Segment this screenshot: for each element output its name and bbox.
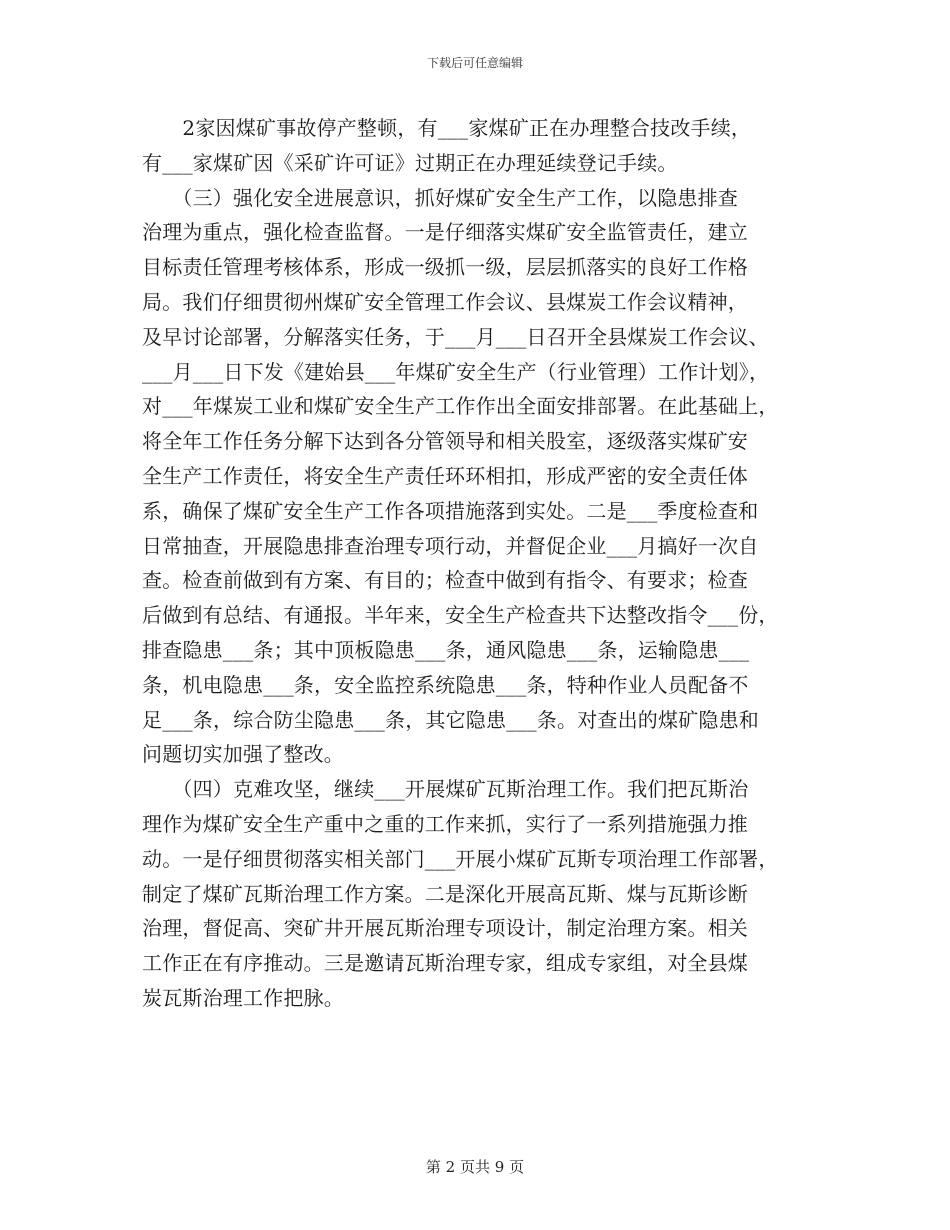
text-line: 2家因煤矿事故停产整顿，有___家煤矿正在办理整合技改手续， [142, 116, 752, 140]
text-line: 炭瓦斯治理工作把脉。 [142, 985, 344, 1010]
document-body [142, 111, 807, 1016]
page-header: 下载后可任意编辑 [426, 56, 523, 70]
text-line: 工作正在有序推动。三是邀请瓦斯治理专家，组成专家组，对全县煤 [142, 951, 748, 976]
text-line: 系，确保了煤矿安全生产工作各项措施落到实处。二是___季度检查和 [142, 498, 759, 523]
text-line: 日常抽查，开展隐患排查治理专项行动，并督促企业___月搞好一次自 [142, 533, 759, 558]
text-line: 治理，督促高、突矿井开展瓦斯治理专项设计，制定治理方案。相关 [142, 916, 748, 941]
text-line: 足___条，综合防尘隐患___条，其它隐患___条。对查出的煤矿隐患和 [142, 707, 759, 732]
text-line: ___月___日下发《建始县___年煤矿安全生产（行业管理）工作计划》， [142, 359, 770, 384]
text-line: 后做到有总结、有通报。半年来，安全生产检查共下达整改指令___份， [142, 603, 779, 628]
text-line: 将全年工作任务分解下达到各分管领导和相关股室，逐级落实煤矿安 [142, 429, 748, 454]
text-line: 排查隐患___条；其中顶板隐患___条，通风隐患___条，运输隐患___ [142, 637, 750, 662]
text-line: 局。我们仔细贯彻州煤矿安全管理工作会议、县煤炭工作会议精神， [142, 289, 748, 314]
text-line: 查。检查前做到有方案、有目的；检查中做到有指令、有要求；检查 [142, 568, 748, 593]
text-line: 问题切实加强了整改。 [142, 742, 344, 767]
text-line: 及早讨论部署，分解落实任务，于___月___日召开全县煤炭工作会议、 [142, 324, 769, 349]
text-line: 制定了煤矿瓦斯治理工作方案。二是深化开展高瓦斯、煤与瓦斯诊断 [142, 881, 748, 906]
text-line: （三）强化安全进展意识，抓好煤矿安全生产工作，以隐患排查 [142, 185, 738, 210]
text-line: 对___年煤炭工业和煤矿安全生产工作作出全面安排部署。在此基础上， [142, 394, 779, 419]
text-line: 治理为重点，强化检查监督。一是仔细落实煤矿安全监管责任，建立 [142, 220, 748, 245]
text-line: 理作为煤矿安全生产重中之重的工作来抓，实行了一系列措施强力推 [142, 811, 748, 836]
text-line: 目标责任管理考核体系，形成一级抓一级，层层抓落实的良好工作格 [142, 255, 748, 280]
text-line: （四）克难攻坚，继续___开展煤矿瓦斯治理工作。我们把瓦斯治 [142, 777, 749, 802]
page-number: 第 2 页共 9 页 [425, 1158, 525, 1176]
text-line: 全生产工作责任，将安全生产责任环环相扣，形成严密的安全责任体 [142, 463, 748, 488]
text-line: 动。一是仔细贯彻落实相关部门___开展小煤矿瓦斯专项治理工作部署， [142, 846, 779, 871]
text-line: 有___家煤矿因《采矿许可证》过期正在办理延续登记手续。 [142, 150, 678, 175]
text-line: 条，机电隐患___条，安全监控系统隐患___条，特种作业人员配备不 [142, 672, 749, 697]
